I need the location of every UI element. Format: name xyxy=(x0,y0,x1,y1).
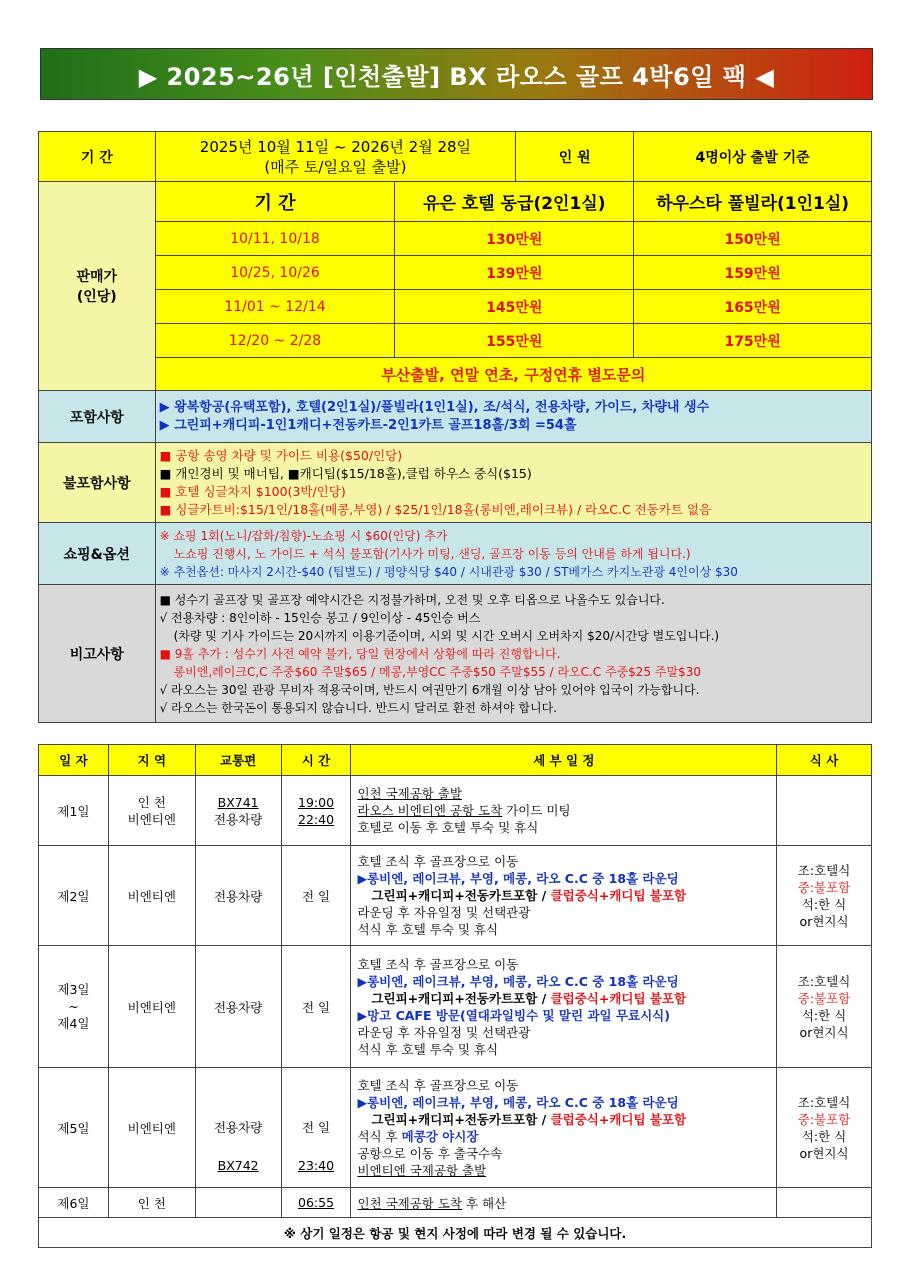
time-cell: 19:00 22:40 xyxy=(281,776,351,846)
schedule-footer-note: ※ 상기 일정은 항공 및 현지 사정에 따라 변경 될 수 있습니다. xyxy=(39,1218,872,1248)
price-row-hotel: 145만원 xyxy=(395,290,634,324)
remarks-item: ■ 성수기 골프장 및 골프장 예약시간은 지정불가하며, 오전 및 오후 티옵으로 나올수도 있습니다. xyxy=(159,592,665,607)
place-cell: 인 천 비엔티엔 xyxy=(108,776,195,846)
schedule-row xyxy=(39,946,872,1068)
price-note: 부산출발, 연말 연초, 구정연휴 별도문의 xyxy=(155,358,871,391)
meal-cell: 조:호텔식 중:불포함 석:한 식 or현지식 xyxy=(777,946,872,1068)
shopping-item: 노쇼핑 진행시, 노 가이드 + 석식 불포함(기사가 미팅, 샌딩, 골프장 이동 등의 안내를 하게 됩니다.) xyxy=(173,546,691,561)
exclude-list xyxy=(155,443,871,523)
day-cell: 제3일 ~ 제4일 xyxy=(39,946,109,1068)
header-detail: 세 부 일 정 xyxy=(351,745,777,776)
people-value: 4명이상 출발 기준 xyxy=(634,132,872,182)
price-row-period: 10/25, 10/26 xyxy=(155,256,395,290)
transport-cell: 전용차량 BX742 xyxy=(195,1068,281,1188)
include-label: 포함사항 xyxy=(39,391,156,443)
price-row-villa: 175만원 xyxy=(634,324,872,358)
transport-cell xyxy=(195,1188,281,1218)
info-table xyxy=(38,131,872,723)
price-label: 판매가 (인당) xyxy=(39,182,156,391)
title-banner: ▶ 2025~26년 [인천출발] BX 라오스 골프 4박6일 팩 ◀ xyxy=(40,48,873,100)
remarks-list xyxy=(155,585,871,723)
remarks-item: (차량 및 기사 가이드는 20시까지 이용기준이며, 시외 및 시간 오버시 오버차지 $20/시간당 별도입니다.) xyxy=(173,628,720,643)
include-item: ▶ 왕복항공(유택포함), 호텔(2인1실)/풀빌라(1인1실), 조/석식, 전용차량, 가이드, 차량내 생수 xyxy=(159,399,710,415)
remarks-label: 비고사항 xyxy=(39,585,156,723)
remarks-item: √ 전용차량 : 8인이하 - 15인승 봉고 / 9인이상 - 45인승 버스 xyxy=(159,610,481,625)
meal-cell xyxy=(777,1188,872,1218)
exclude-item: ■ 개인경비 및 매너팁, ■캐디팁($15/18홀),클럽 하우스 중식($15) xyxy=(159,465,532,481)
exclude-item: ■ 싱글카트비:$15/1인/18홀(메콩,부영) / $25/1인/18홀(롱비엔,레이크뷰) / 라오C.C 전동카트 없음 xyxy=(159,501,712,517)
price-row-hotel: 155만원 xyxy=(395,324,634,358)
transport-cell: 전용차량 xyxy=(195,946,281,1068)
shopping-item: ※ 쇼핑 1회(노니/잡화/침향)-노쇼핑 시 $60(인당) 추가 xyxy=(159,528,448,543)
schedule-row xyxy=(39,846,872,946)
meal-cell xyxy=(777,776,872,846)
exclude-item: ■ 공항 송영 차량 및 가이드 비용($50/인당) xyxy=(159,447,403,463)
detail-cell: 호텔 조식 후 골프장으로 이동 ▶롱비엔, 레이크뷰, 부영, 메콩, 라오 C.C 중 18홀 라운딩 그린피+캐디피+전동카트포함 / 클럽중식+캐디팁 불포함 석식 후 메콩강 야시장 공항으로 이동 후 출국수속 비엔티엔 국제공항 출발 xyxy=(351,1068,777,1188)
remarks-item: √ 라오스는 한국돈이 통용되지 않습니다. 반드시 달러로 환전 하셔야 합니다. xyxy=(159,700,557,715)
detail-cell: 호텔 조식 후 골프장으로 이동 ▶롱비엔, 레이크뷰, 부영, 메콩, 라오 C.C 중 18홀 라운딩 그린피+캐디피+전동카트포함 / 클럽중식+캐디팁 불포함 라운딩 후 자유일정 및 선택관광 석식 후 호텔 투숙 및 휴식 xyxy=(351,846,777,946)
time-cell: 전 일 23:40 xyxy=(281,1068,351,1188)
header-place: 지 역 xyxy=(108,745,195,776)
time-cell: 전 일 xyxy=(281,946,351,1068)
detail-cell: 호텔 조식 후 골프장으로 이동 ▶롱비엔, 레이크뷰, 부영, 메콩, 라오 C.C 중 18홀 라운딩 그린피+캐디피+전동카트포함 / 클럽중식+캐디팁 불포함 ▶망고 CAFE 방문(열대과일빙수 및 말린 과일 무료시식) 라운딩 후 자유일정 및 선택관광 석식 후 호텔 투숙 및 휴식 xyxy=(351,946,777,1068)
place-cell: 비엔티엔 xyxy=(108,946,195,1068)
exclude-label: 불포함사항 xyxy=(39,443,156,523)
schedule-row xyxy=(39,1188,872,1218)
shopping-label: 쇼핑&옵션 xyxy=(39,523,156,585)
price-row-period: 12/20 ~ 2/28 xyxy=(155,324,395,358)
include-list xyxy=(155,391,871,443)
meal-cell: 조:호텔식 중:불포함 석:한 식 or현지식 xyxy=(777,1068,872,1188)
period-label: 기 간 xyxy=(39,132,156,182)
header-meal: 식 사 xyxy=(777,745,872,776)
day-cell: 제1일 xyxy=(39,776,109,846)
remarks-item: 롱비엔,레이크C,C 주중$60 주말$65 / 메콩,부영CC 주중$50 주말$55 / 라오C.C 주중$25 주말$30 xyxy=(173,664,701,679)
price-row-hotel: 139만원 xyxy=(395,256,634,290)
remarks-item: ■ 9홀 추가 : 성수기 사전 예약 불가, 당일 현장에서 상황에 따라 진행합니다. xyxy=(159,646,561,661)
detail-cell: 인천 국제공항 출발 라오스 비엔티엔 공항 도착 가이드 미팅 호텔로 이동 후 호텔 투숙 및 휴식 xyxy=(351,776,777,846)
place-cell: 비엔티엔 xyxy=(108,846,195,946)
header-time: 시 간 xyxy=(281,745,351,776)
day-cell: 제2일 xyxy=(39,846,109,946)
shopping-list xyxy=(155,523,871,585)
price-row-period: 11/01 ~ 12/14 xyxy=(155,290,395,324)
place-cell: 인 천 xyxy=(108,1188,195,1218)
remarks-item: √ 라오스는 30일 관광 무비자 적용국이며, 반드시 여권만기 6개월 이상 남아 있어야 입국이 가능합니다. xyxy=(159,682,700,697)
exclude-item: ■ 호텔 싱글차지 $100(3박/인당) xyxy=(159,483,346,499)
price-row-villa: 159만원 xyxy=(634,256,872,290)
day-cell: 제6일 xyxy=(39,1188,109,1218)
detail-cell: 인천 국제공항 도착 후 해산 xyxy=(351,1188,777,1218)
schedule-row xyxy=(39,776,872,846)
schedule-table xyxy=(38,744,872,1248)
shopping-item: ※ 추천옵션: 마사지 2시간-$40 (팁별도) / 평양식당 $40 / 시내관광 $30 / ST베가스 카지노관광 4인이상 $30 xyxy=(159,564,738,579)
day-cell: 제5일 xyxy=(39,1068,109,1188)
time-cell: 06:55 xyxy=(281,1188,351,1218)
include-item: ▶ 그린피+캐디피-1인1캐디+전동카트-2인1카트 골프18홀/3회 =54홀 xyxy=(159,417,577,433)
price-header-hotel: 유은 호텔 동급(2인1실) xyxy=(395,182,634,222)
transport-cell: BX741 전용차량 xyxy=(195,776,281,846)
header-transport: 교통편 xyxy=(195,745,281,776)
header-day: 일 자 xyxy=(39,745,109,776)
time-cell: 전 일 xyxy=(281,846,351,946)
price-row-villa: 165만원 xyxy=(634,290,872,324)
price-header-period: 기 간 xyxy=(155,182,395,222)
price-row-villa: 150만원 xyxy=(634,222,872,256)
period-value: 2025년 10월 11일 ~ 2026년 2월 28일 (매주 토/일요일 출발) xyxy=(155,132,516,182)
price-header-villa: 하우스타 풀빌라(1인1실) xyxy=(634,182,872,222)
schedule-row xyxy=(39,1068,872,1188)
price-row-period: 10/11, 10/18 xyxy=(155,222,395,256)
price-row-hotel: 130만원 xyxy=(395,222,634,256)
place-cell: 비엔티엔 xyxy=(108,1068,195,1188)
people-label: 인 원 xyxy=(516,132,634,182)
transport-cell: 전용차량 xyxy=(195,846,281,946)
meal-cell: 조:호텔식 중:불포함 석:한 식 or현지식 xyxy=(777,846,872,946)
